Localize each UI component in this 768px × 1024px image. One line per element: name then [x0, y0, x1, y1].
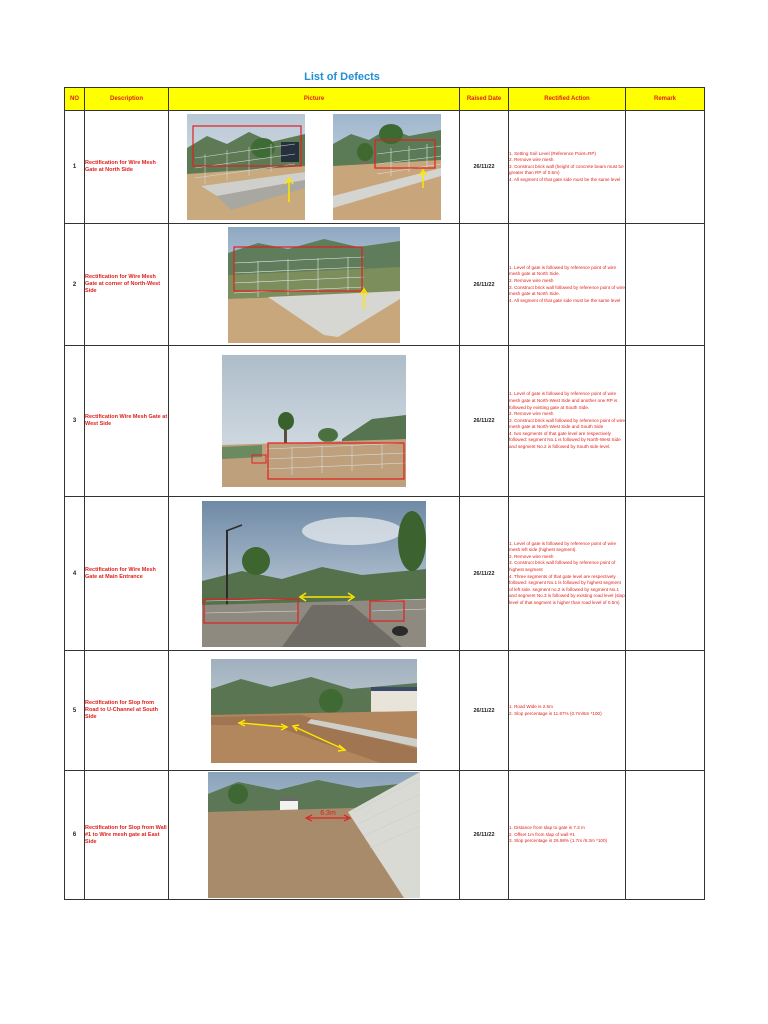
row-remark: [626, 224, 705, 346]
row-raised-date: 26/11/22: [460, 346, 509, 497]
row-description: Rectification for Wire Mesh Gate at corner of North-West Side: [85, 224, 169, 346]
row-rectified-action: [509, 651, 626, 771]
defects-table: [64, 87, 705, 900]
row-description: Rectification for Slop from Wall #1 to Wire mesh gate at East Side: [85, 771, 169, 900]
header-description: Description: [85, 88, 169, 111]
row-remark: [626, 111, 705, 224]
row-no: 3: [65, 346, 85, 497]
site-photo: [202, 501, 426, 647]
table-row: [65, 224, 705, 346]
table-row: [65, 346, 705, 497]
action-line: 4. Three segments of that gate level are respectively followed: segment No.1 is followed by highest segment of left side. segment no.2 is followed by segment No.1 and segment No.3 is followed by existing road level (slap level of that segment is higher than road level of 0.5m): [509, 573, 625, 605]
row-no: 2: [65, 224, 85, 346]
action-line: 4. All segment of that gate side must be the same level: [509, 176, 621, 182]
row-no: 5: [65, 651, 85, 771]
action-line: 2. Slop percentage is 11.67% (0.7m/6m *100): [509, 710, 602, 716]
site-photo: [208, 772, 420, 898]
action-line: 1. Level of gate is followed by reference point of wire mesh left side (highest segment).: [509, 540, 616, 553]
action-line: 1. Road Wide is 2.5m: [509, 703, 553, 709]
action-line: 1. Level of gate is followed by reference point of wire mesh gate at North-West Side and another one RP is followed by existing gate at South Side.: [509, 391, 618, 410]
row-raised-date: 26/11/22: [460, 771, 509, 900]
row-rectified-action: [509, 346, 626, 497]
page-title: List of Defects: [304, 71, 380, 83]
action-line: 3. Slop percentage is 26.98% (1.7m /6.3m *100): [509, 838, 608, 844]
action-line: 1. Distance from slap to gate is 7.3 m: [509, 825, 585, 831]
action-line: 3. Construct brick wall followed by reference point of wire mesh gate at North Side.: [509, 284, 625, 297]
row-rectified-action: [509, 497, 626, 651]
action-line: 2. Offset 1m from slap of wall #1: [509, 831, 575, 837]
row-description: Rectification for Slop from Road to U-Channel at South Side: [85, 651, 169, 771]
site-photo: [333, 114, 441, 220]
row-description: Rectification for Wire Mesh Gate at North Side: [85, 111, 169, 224]
action-line: 4. two segments of that gate level are respectively followed: segment No.1 is followed by North-West Side and segment No.2 is followed by South side level.: [509, 430, 621, 450]
row-picture: [169, 497, 460, 651]
row-rectified-action: [509, 111, 626, 224]
row-description: Rectification Wire Mesh Gate at West Side: [85, 346, 169, 497]
site-photo: [211, 659, 417, 763]
row-remark: [626, 651, 705, 771]
row-picture: [169, 111, 460, 224]
action-line: 3. Construct brick wall (height of concrete beam must be greater than RP of 0.5m): [509, 163, 624, 176]
header-picture: Picture: [169, 88, 460, 111]
action-line: 3. Construct brick wall followed by reference point of wire mesh gate at North-West Side and South Side: [509, 417, 625, 430]
row-no: 6: [65, 771, 85, 900]
row-rectified-action: [509, 771, 626, 900]
action-line: 3. Construct brick wall followed by reference point of highest segment: [509, 560, 616, 572]
row-remark: [626, 497, 705, 651]
action-line: 2. Remove wire mesh: [509, 277, 554, 283]
action-line: 2. Remove wire mesh: [509, 157, 554, 163]
row-no: 4: [65, 497, 85, 651]
header-remark: Remark: [626, 88, 705, 111]
row-picture: [169, 346, 460, 497]
row-no: 1: [65, 111, 85, 224]
header-rectified-action: Rectified Action: [509, 88, 626, 111]
action-line: 2. Remove wire mesh: [509, 411, 554, 417]
row-rectified-action: [509, 224, 626, 346]
photo-annotation: 6.3m: [320, 810, 336, 817]
row-description: Rectification for Wire Mesh Gate at Main Entrance: [85, 497, 169, 651]
header-no: NO: [65, 88, 85, 111]
action-line: 1. Level of gate is followed by reference point of wire mesh gate at North Side.: [509, 264, 616, 277]
table-row: [65, 497, 705, 651]
row-raised-date: 26/11/22: [460, 224, 509, 346]
table-header-row: [65, 88, 705, 111]
action-line: 2. Remove wire mesh: [509, 553, 554, 559]
row-picture: [169, 224, 460, 346]
row-picture: [169, 771, 460, 900]
action-line: 1. Setting Soil Level (Reference Point=RP): [509, 150, 596, 156]
table-row: [65, 651, 705, 771]
site-photo: [222, 355, 406, 487]
header-raised-date: Raised Date: [460, 88, 509, 111]
row-raised-date: 26/11/22: [460, 497, 509, 651]
row-remark: [626, 771, 705, 900]
row-picture: [169, 651, 460, 771]
row-remark: [626, 346, 705, 497]
action-line: 4. All segment of that gate side must be the same level: [509, 297, 621, 303]
site-photo: [228, 227, 400, 343]
row-raised-date: 26/11/22: [460, 111, 509, 224]
table-row: [65, 111, 705, 224]
site-photo: [187, 114, 305, 220]
table-row: [65, 771, 705, 900]
row-raised-date: 26/11/22: [460, 651, 509, 771]
